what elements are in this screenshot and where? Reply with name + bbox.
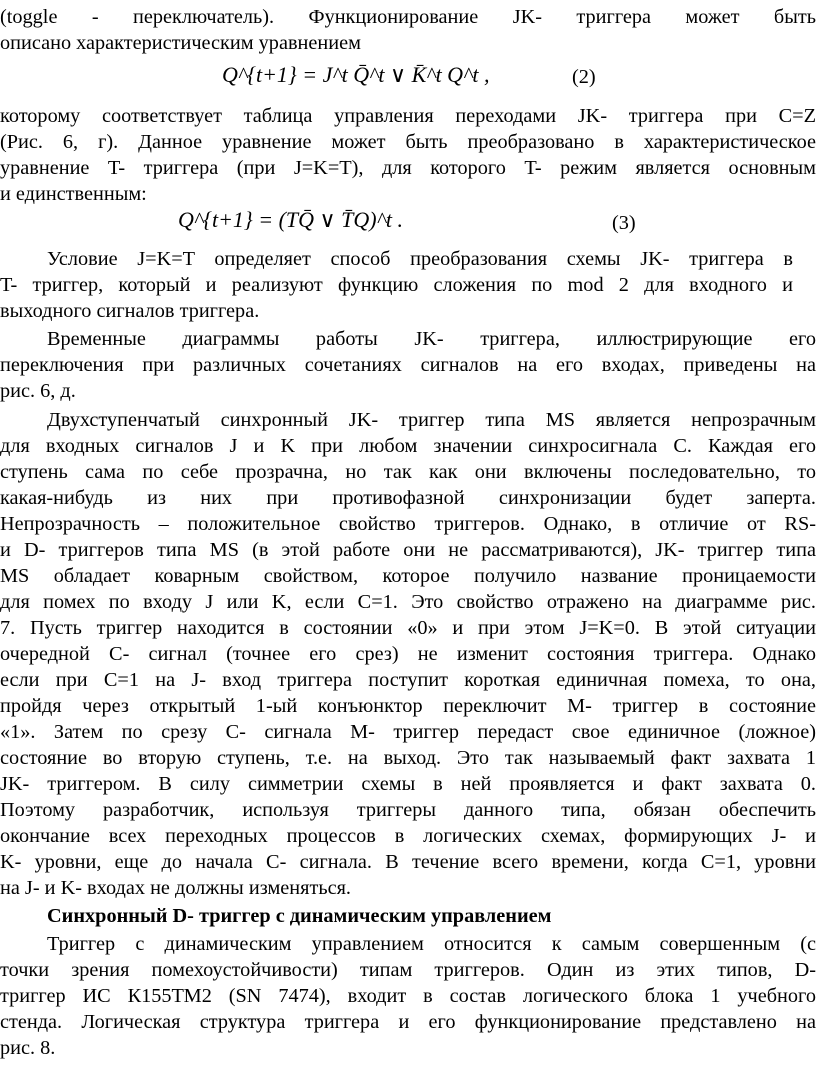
text-line: Двухступенчатый синхронный JK- триггер типа MS является непрозрачным — [47, 409, 816, 431]
text-line: для помех по входу J или K, если C=1. Это свойство отражено на диаграмме рис. — [0, 591, 816, 613]
text-line: окончание всех переходных процессов в логических схемах, формирующих J- и — [0, 825, 816, 847]
text-line: Поэтому разработчик, используя триггеры данного типа, обязан обеспечить — [0, 799, 816, 821]
text-line: (Рис. 6, г). Данное уравнение может быть преобразовано в характеристическое — [0, 131, 816, 153]
text-line: и единственным: — [0, 183, 147, 205]
text-line: 7. Пусть триггер находится в состоянии «0» и при этом J=K=0. В этой ситуации — [0, 617, 816, 639]
text-line: какая-нибудь из них при противофазной синхронизации будет заперта. — [0, 487, 816, 509]
text-line: JK- триггером. В силу симметрии схемы в ней проявляется и факт захвата 0. — [0, 773, 816, 795]
text-line: состояние во вторую ступень, т.е. на выход. Это так называемый факт захвата 1 — [0, 747, 816, 769]
text-line: которому соответствует таблица управления переходами JK- триггера при C=Z — [0, 105, 816, 127]
text-line: на J- и K- входах не должны изменяться. — [0, 877, 351, 899]
text-line: переключения при различных сочетаниях сигналов на его входах, приведены на — [0, 354, 816, 376]
section-heading: Синхронный D- триггер с динамическим управлением — [47, 905, 552, 927]
equation-3-number: (3) — [612, 212, 636, 234]
text-line: триггер ИС К155ТМ2 (SN 7474), входит в состав логического блока 1 учебного — [0, 985, 816, 1007]
text-line: рис. 8. — [0, 1037, 56, 1059]
text-line: MS обладает коварным свойством, которое получило название проницаемости — [0, 565, 816, 587]
text-line: Временные диаграммы работы JK- триггера, иллюстрирующие его — [47, 328, 816, 350]
equation-3: Q^{t+1} = (TQ̄ ∨ T̄Q)^t . — [178, 207, 403, 232]
text-line: Триггер с динамическим управлением относится к самым совершенным (с — [47, 933, 816, 955]
text-line: (toggle - переключатель). Функционирование JK- триггера может быть — [0, 6, 816, 28]
text-line: рис. 6, д. — [0, 380, 76, 402]
text-line: Условие J=K=T определяет способ преобразования схемы JK- триггера в — [47, 248, 793, 270]
text-line: очередной C- сигнал (точнее его срез) не изменит состояния триггера. Однако — [0, 643, 816, 665]
text-line: точки зрения помехоустойчивости) типам триггеров. Один из этих типов, D- — [0, 959, 816, 981]
text-line: пройдя через открытый 1-ый конъюнктор переключит M- триггер в состояние — [0, 695, 816, 717]
text-line: ступень сама по себе прозрачна, но так как они включены последовательно, то — [0, 461, 816, 483]
text-line: выходного сигналов триггера. — [0, 300, 260, 322]
text-line: стенда. Логическая структура триггера и его функционирование представлено на — [0, 1011, 816, 1033]
text-line: и D- триггеров типа MS (в этой работе они не рассматриваются), JK- триггер типа — [0, 539, 816, 561]
text-line: для входных сигналов J и K при любом значении синхросигнала C. Каждая его — [0, 435, 816, 457]
text-line: Непрозрачность – положительное свойство триггеров. Однако, в отличие от RS- — [0, 513, 816, 535]
text-line: K- уровни, еще до начала C- сигнала. В течение всего времени, когда C=1, уровни — [0, 851, 816, 873]
text-line: «1». Затем по срезу C- сигнала M- триггер передаст свое единичное (ложное) — [0, 721, 816, 743]
equation-2-number: (2) — [572, 66, 596, 88]
text-line: уравнение T- триггера (при J=K=T), для которого T- режим является основным — [0, 157, 816, 179]
text-line: T- триггер, который и реализуют функцию сложения по mod 2 для входного и — [0, 274, 793, 296]
equation-2: Q^{t+1} = J^t Q̄^t ∨ K̄^t Q^t , — [222, 62, 490, 87]
text-line: если при C=1 на J- вход триггера поступит короткая единичная помеха, то она, — [0, 669, 816, 691]
text-line: описано характеристическим уравнением — [0, 32, 361, 54]
